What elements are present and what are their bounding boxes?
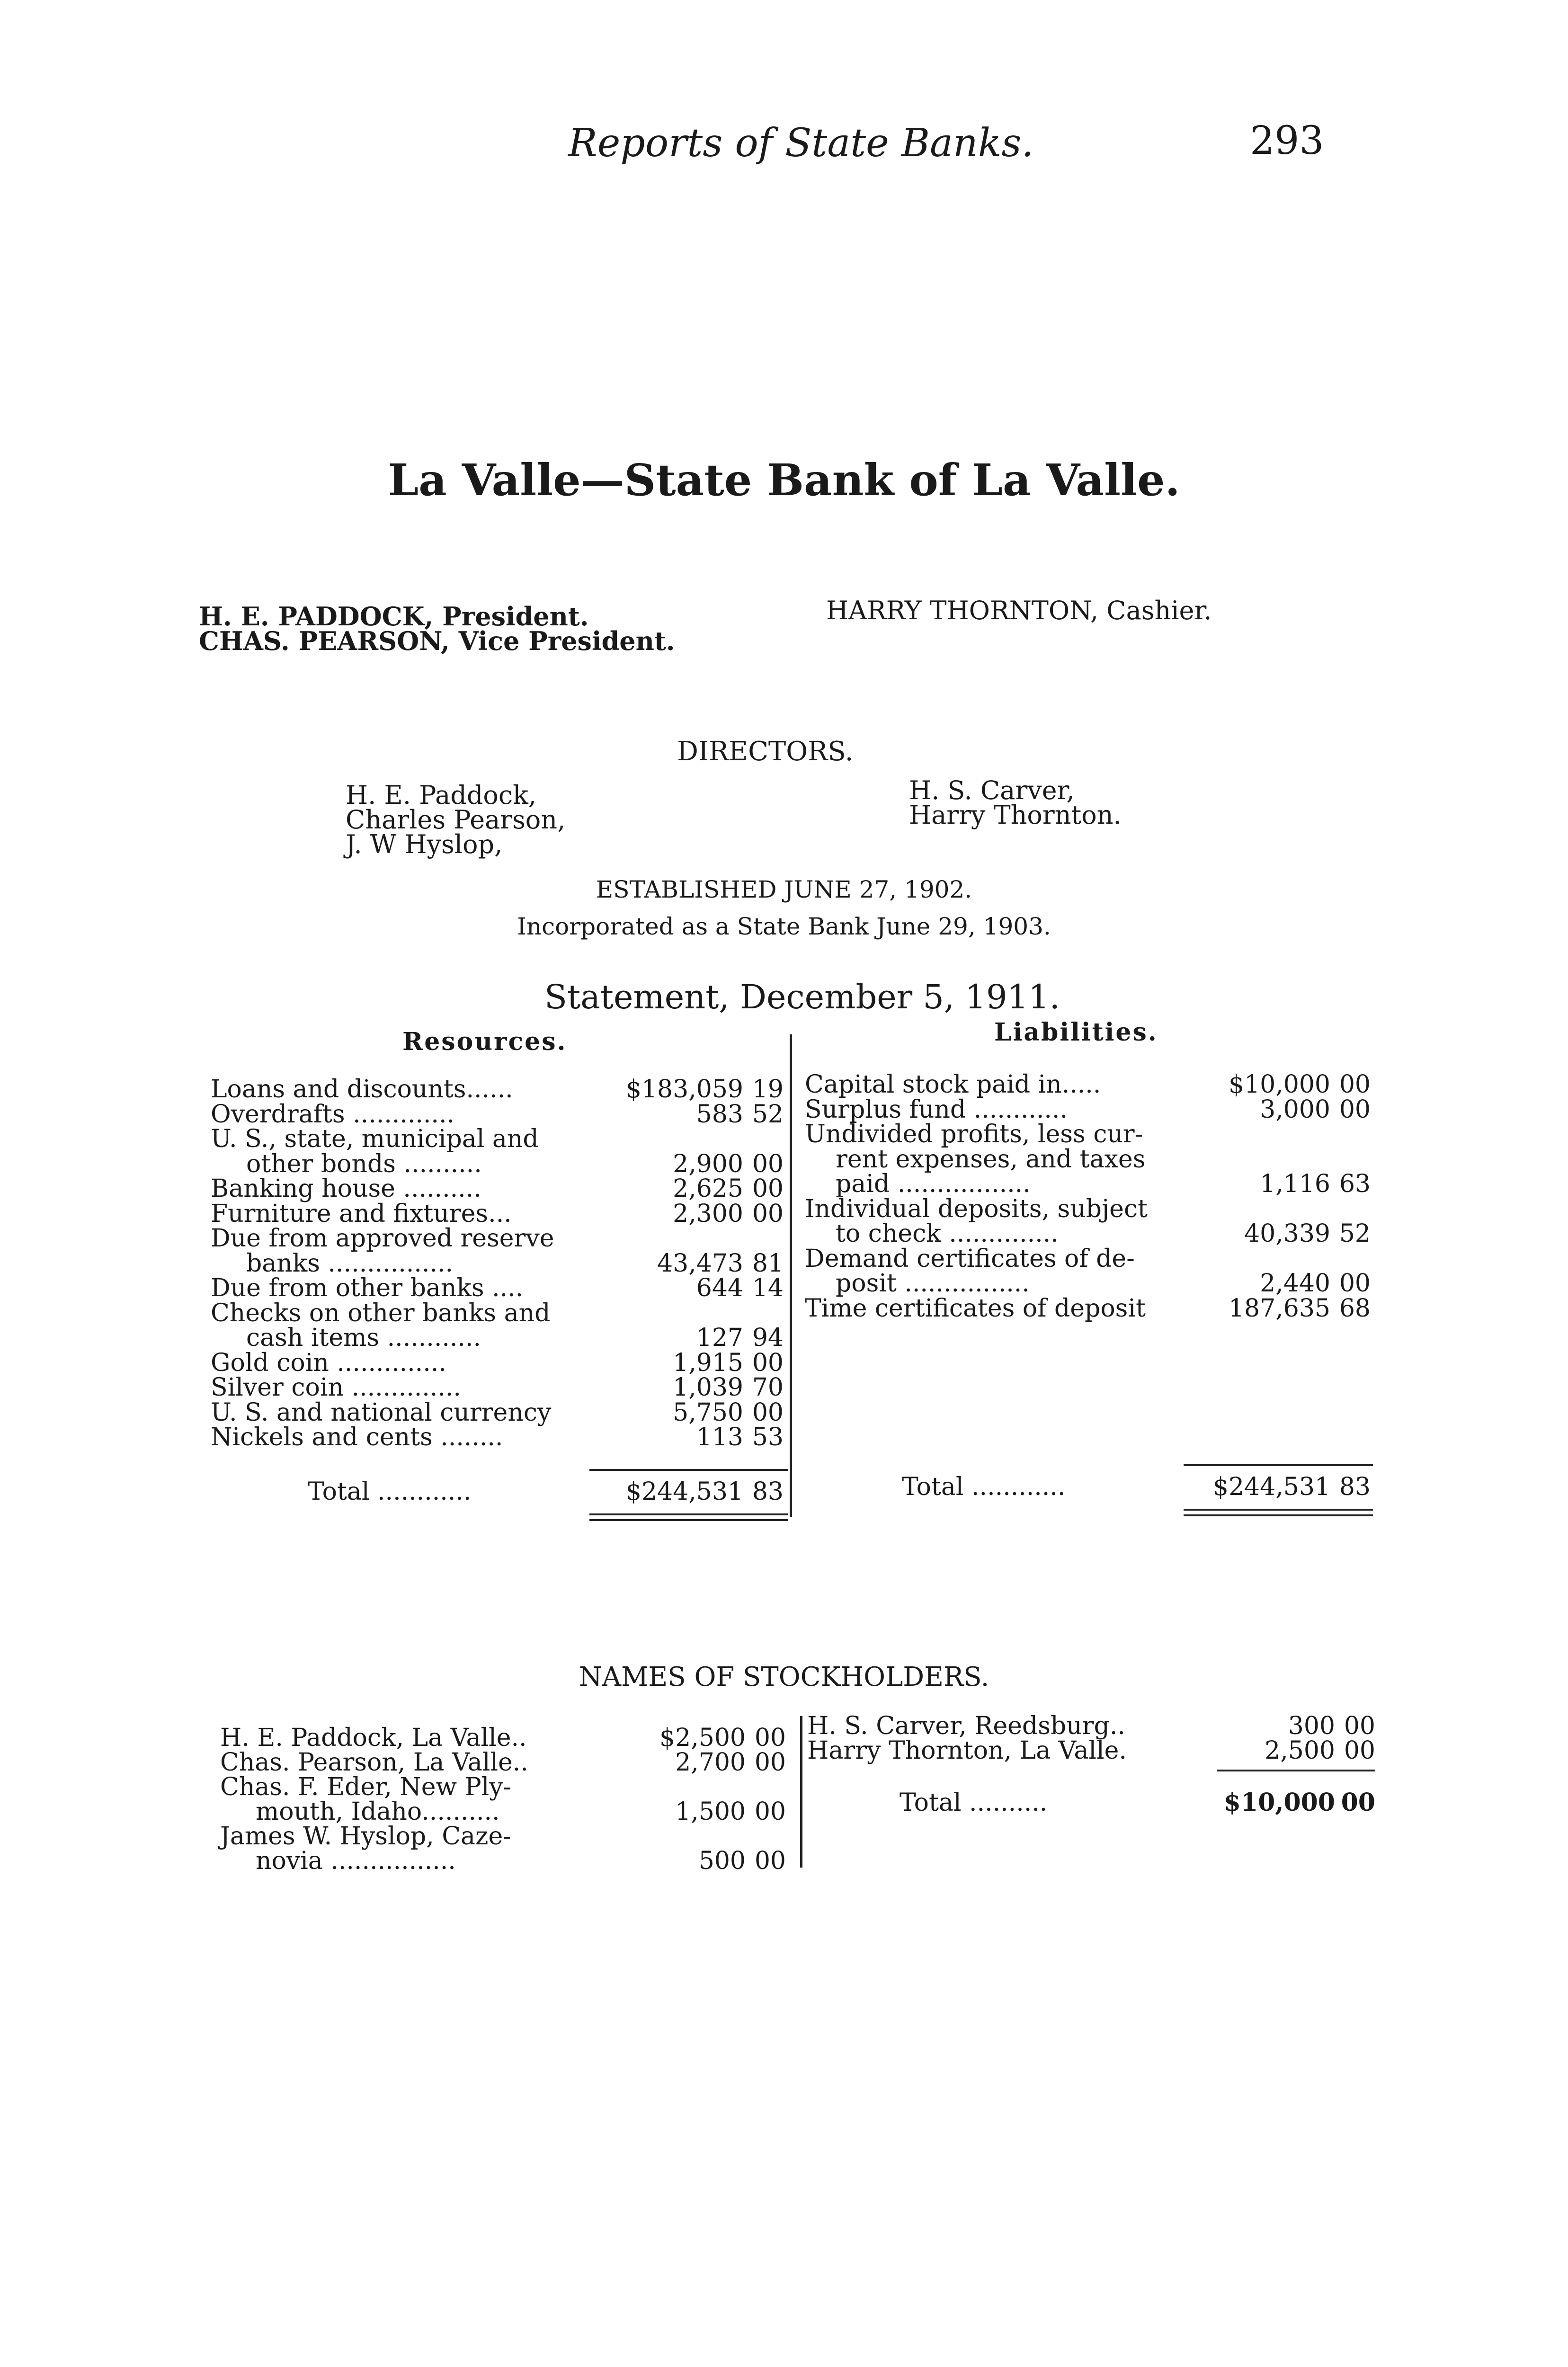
row-label: paid ................. [836, 1170, 1031, 1198]
row-label: Total ............ [308, 1477, 472, 1506]
row-cents: 00 [754, 1797, 786, 1826]
row-cents: 00 [752, 1348, 784, 1377]
table-row [900, 1790, 1375, 1819]
row-label: Checks on other banks and [211, 1299, 551, 1327]
row-label: cash items ............ [246, 1324, 481, 1352]
row-dollars: 43,473 [657, 1249, 743, 1278]
table-row [211, 1400, 784, 1425]
row-label: Chas. Pearson, La Valle.. [220, 1748, 528, 1777]
row-cents: 68 [1339, 1294, 1371, 1323]
table-row [805, 1122, 1371, 1147]
row-cents: 70 [752, 1373, 784, 1402]
row-label: James W. Hyslop, Caze- [220, 1822, 511, 1851]
row-cents: 00 [754, 1724, 786, 1752]
row-label: Banking house .......... [211, 1175, 481, 1203]
table-row [805, 1221, 1371, 1246]
bank-title: La Valle—State Bank of La Valle. [388, 454, 1180, 506]
table-row [220, 1750, 786, 1775]
row-dollars: 3,000 [1260, 1095, 1330, 1124]
table-row [211, 1077, 784, 1102]
table-row [308, 1479, 784, 1508]
row-label: Silver coin .............. [211, 1373, 461, 1402]
row-cents: 19 [752, 1075, 784, 1103]
row-cents: 00 [752, 1149, 784, 1178]
table-row [220, 1849, 786, 1873]
row-dollars: 1,039 [673, 1373, 743, 1402]
table-row [211, 1375, 784, 1400]
row-label: Nickels and cents ........ [211, 1423, 503, 1451]
established-line: ESTABLISHED JUNE 27, 1902. [596, 876, 972, 903]
row-label: rent expenses, and taxes [836, 1145, 1146, 1174]
row-dollars: $2,500 [659, 1724, 746, 1752]
row-label: Individual deposits, subject [805, 1194, 1148, 1223]
row-dollars: 5,750 [673, 1398, 743, 1427]
row-dollars: $244,531 [1212, 1473, 1330, 1501]
table-row [805, 1271, 1371, 1296]
row-label: posit ................ [836, 1269, 1030, 1298]
director-name: H. S. Carver, [909, 775, 1075, 805]
column-divider [790, 1034, 792, 1517]
row-label: Total ............ [902, 1473, 1066, 1501]
row-label: mouth, Idaho.......... [256, 1797, 500, 1826]
row-dollars: $183,059 [625, 1075, 743, 1103]
row-dollars: 187,635 [1228, 1294, 1330, 1323]
table-row [805, 1147, 1371, 1172]
row-label: Due from other banks .... [211, 1274, 524, 1302]
statement-title: Statement, December 5, 1911. [544, 978, 1060, 1016]
table-row [805, 1246, 1371, 1272]
row-cents: 52 [752, 1100, 784, 1129]
row-dollars: 644 [696, 1274, 743, 1302]
row-label: Demand certificates of de- [805, 1244, 1135, 1273]
table-row [211, 1226, 784, 1251]
page-number: 293 [1250, 118, 1324, 163]
row-dollars: 1,116 [1260, 1170, 1330, 1198]
row-label: Surplus fund ............ [805, 1095, 1068, 1124]
table-row [211, 1251, 784, 1276]
resources-heading: Resources. [402, 1027, 567, 1056]
row-label: Total .......... [900, 1789, 1048, 1817]
table-row [211, 1276, 784, 1301]
row-dollars: 127 [696, 1324, 743, 1352]
officer-vice-president: CHAS. PEARSON, Vice President. [199, 626, 675, 656]
table-row [805, 1296, 1371, 1321]
row-label: Due from approved reserve [211, 1224, 554, 1253]
row-label: H. E. Paddock, La Valle.. [220, 1724, 527, 1752]
row-dollars: 2,440 [1260, 1269, 1330, 1298]
table-row [902, 1475, 1371, 1503]
director-name: J. W Hyslop, [346, 829, 503, 859]
row-dollars: 300 [1288, 1712, 1335, 1740]
directors-heading: DIRECTORS. [677, 736, 854, 767]
row-label: Overdrafts ............. [211, 1100, 455, 1129]
row-cents: 00 [1339, 1269, 1371, 1298]
row-dollars: 2,300 [673, 1199, 743, 1228]
director-name: Harry Thornton. [909, 800, 1122, 830]
row-label: Harry Thornton, La Valle. [807, 1736, 1127, 1765]
incorporated-line: Incorporated as a State Bank June 29, 1903. [517, 913, 1051, 940]
row-cents: 00 [1339, 1095, 1371, 1124]
table-row [211, 1348, 784, 1377]
row-dollars: 2,500 [1265, 1736, 1335, 1765]
table-row [220, 1824, 786, 1849]
total-rule [1184, 1464, 1373, 1466]
stockholders-heading: NAMES OF STOCKHOLDERS. [579, 1662, 989, 1692]
row-cents: 00 [754, 1847, 786, 1875]
director-name: Charles Pearson, [346, 805, 566, 835]
table-row [805, 1194, 1371, 1223]
table-row [220, 1799, 786, 1824]
running-header: Reports of State Banks. [568, 121, 1034, 166]
row-label: Loans and discounts...... [211, 1075, 513, 1103]
row-dollars: 40,339 [1244, 1219, 1330, 1248]
row-cents: 52 [1339, 1219, 1371, 1248]
row-dollars: $10,000 [1228, 1070, 1330, 1099]
row-label: Gold coin .............. [211, 1348, 446, 1377]
table-row [805, 1072, 1371, 1097]
row-cents: 63 [1339, 1170, 1371, 1198]
row-dollars: 1,915 [673, 1348, 743, 1377]
total-rule [589, 1469, 788, 1471]
stockholders-divider [800, 1716, 802, 1868]
table-row [211, 1326, 784, 1351]
table-row [211, 1176, 784, 1201]
row-dollars: 2,700 [675, 1748, 746, 1777]
table-row [220, 1775, 786, 1799]
row-dollars: 1,500 [675, 1797, 746, 1826]
row-label: banks ................ [246, 1249, 453, 1278]
row-dollars: $10,000 [1223, 1788, 1335, 1817]
row-cents: 83 [752, 1477, 784, 1506]
row-label: Capital stock paid in..... [805, 1070, 1101, 1099]
row-label: Time certificates of deposit [805, 1294, 1146, 1323]
row-label: H. S. Carver, Reedsburg.. [807, 1712, 1125, 1740]
table-row [220, 1726, 786, 1750]
row-dollars: 500 [698, 1847, 746, 1875]
table-row [211, 1425, 784, 1450]
table-row [211, 1149, 784, 1178]
row-label: Undivided profits, less cur- [805, 1120, 1143, 1148]
table-row [211, 1301, 784, 1326]
row-cents: 00 [752, 1175, 784, 1203]
row-label: Furniture and fixtures... [211, 1199, 512, 1228]
row-dollars: $244,531 [625, 1477, 743, 1506]
table-row [805, 1172, 1371, 1197]
liabilities-heading: Liabilities. [994, 1018, 1158, 1047]
row-cents: 53 [752, 1423, 784, 1451]
row-cents: 83 [1339, 1473, 1371, 1501]
row-label: to check .............. [836, 1219, 1059, 1248]
table-row [807, 1738, 1375, 1763]
director-name: H. E. Paddock, [346, 780, 537, 810]
table-row [805, 1097, 1371, 1122]
row-cents: 00 [754, 1748, 786, 1777]
row-cents: 81 [752, 1249, 784, 1278]
table-row [211, 1127, 784, 1152]
row-dollars: 113 [696, 1423, 743, 1451]
row-dollars: 2,900 [673, 1149, 743, 1178]
row-dollars: 2,625 [673, 1175, 743, 1203]
row-cents: 14 [752, 1274, 784, 1302]
row-label: other bonds .......... [246, 1149, 482, 1178]
total-double-rule [589, 1513, 788, 1521]
table-row [211, 1201, 784, 1227]
officer-president: H. E. PADDOCK, President. [199, 601, 589, 632]
officer-cashier: HARRY THORNTON, Cashier. [826, 596, 1212, 625]
total-double-rule [1184, 1509, 1373, 1516]
table-row [807, 1714, 1375, 1738]
row-label: novia ................ [256, 1847, 456, 1875]
row-cents: 00 [1339, 1070, 1371, 1099]
row-label: U. S. and national currency [211, 1398, 552, 1427]
row-cents: 94 [752, 1324, 784, 1352]
row-label: U. S., state, municipal and [211, 1125, 539, 1153]
table-row [211, 1102, 784, 1127]
row-label: Chas. F. Eder, New Ply- [220, 1773, 512, 1801]
row-cents: 00 [1344, 1736, 1375, 1765]
stockholders-total-rule [1217, 1770, 1375, 1771]
row-cents: 00 [1341, 1788, 1375, 1817]
row-cents: 00 [752, 1398, 784, 1427]
row-dollars: 583 [696, 1100, 743, 1129]
row-cents: 00 [752, 1199, 784, 1228]
row-cents: 00 [1344, 1712, 1375, 1740]
